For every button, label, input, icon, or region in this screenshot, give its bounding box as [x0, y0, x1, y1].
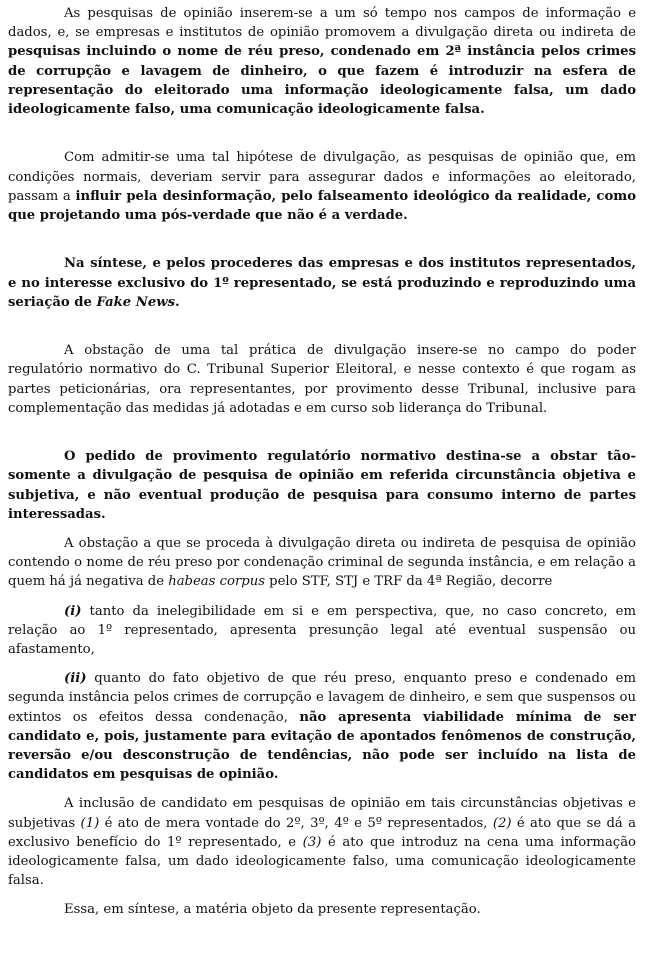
paragraph-4: A obstação de uma tal prática de divulgação insere-se no campo do poder regulatório normativo do C. Tribunal Superior Eleitoral, e nesse contexto é que rogam as partes peticionárias, ora representantes, por provimento desse Tribunal, inclusive para complementação das medidas já adotadas e em curso sob liderança do Tribunal.: [8, 343, 636, 416]
document-page: [8, 4, 636, 920]
paragraph-1-text: As pesquisas de opinião inserem-se a um só tempo nos campos de informação e dados, e, se empresas e institutos de opinião promovem a divulgação direta ou indireta de: [8, 6, 636, 41]
paragraph-6: A obstação a que se proceda à divulgação direta ou indireta de pesquisa de opinião contendo o nome de réu preso por condenação criminal de segunda instância, e em relação a quem há já negativa de habeas corpus pelo STF, STJ e TRF da 4ª Região, decorre: [8, 536, 636, 590]
paragraph-item-i: (i) tanto da inelegibilidade em si e em perspectiva, que, no caso concreto, em relação ao 1º representado, apresenta presunção legal até eventual suspensão ou afastamento,: [8, 603, 636, 658]
paragraph-2: [8, 148, 636, 225]
paragraph-item-ii: (ii) quanto do fato objetivo de que réu preso, enquanto preso e condenado em segunda instância pelos crimes de corrupção e lavagem de dinheiro, e sem que suspensos ou extintos os efeitos dessa condenação, não apresenta viabilidade mínima de ser candidato e, pois, justamente para evitação de apontados fenômenos de construção, reversão e/ou desconstrução de tendências, não pode ser incluído na lista de candidatos em pesquisas de opinião.: [8, 671, 636, 783]
paragraph-1-bold: pesquisas incluindo o nome de réu preso, condenado em 2ª instância pelos crimes de corrupção e lavagem de dinheiro, o que fazem é introduzir na esfera de representação do eleitorado uma informação ideologicamente falsa, um dado ideologicamente falso, uma comunicação ideologicamente falsa.: [8, 44, 636, 118]
marker-3: (3): [302, 834, 322, 850]
paragraph-1: [8, 4, 636, 119]
marker-2: (2): [492, 815, 512, 831]
paragraph-2-text: Com admitir-se uma tal hipótese de divulgação, as pesquisas de opinião que, em condições normais, deveriam servir para assegurar dados e informações ao eleitorado, passam a: [8, 150, 636, 204]
paragraph-item-ii-bold: não apresenta viabilidade mínima de ser candidato e, pois, justamente para evitação de apontados fenômenos de construção, reversão e/ou desconstrução de tendências, não pode ser incluído na lista de candidatos em pesquisas de opinião.: [8, 709, 636, 783]
item-marker-i: (i): [64, 603, 82, 619]
paragraph-10: Essa, em síntese, a matéria objeto da presente representação.: [64, 902, 481, 918]
marker-1: (1): [80, 815, 100, 831]
paragraph-5-bold: O pedido de provimento regulatório normativo destina-se a obstar tão-somente a divulgação de pesquisa de opinião em referida circunstância objetiva e subjetiva, e não eventual produção de pesquisa para consumo interno de partes interessadas.: [8, 449, 636, 522]
paragraph-9: A inclusão de candidato em pesquisas de opinião em tais circunstâncias objetivas e subjetivas (1) é ato de mera vontade do 2º, 3º, 4º e 5º representados, (2) é ato que se dá a exclusivo benefício do 1º representado, e (3) é ato que introduz na cena uma informação ideologicamente falsa, um dado ideologicamente falso, uma comunicação ideologicamente falsa.: [8, 796, 636, 889]
habeas-corpus-term: habeas corpus: [168, 574, 265, 590]
paragraph-3-bold: Na síntese, e pelos procederes das empresas e dos institutos representados, e no interesse exclusivo do 1º representado, se está produzindo e reproduzindo uma seriação de Fake News.: [8, 256, 636, 310]
item-marker-ii: (ii): [64, 671, 87, 687]
paragraph-3: [8, 254, 636, 312]
paragraph-2-bold: influir pela desinformação, pelo falseamento ideológico da realidade, como que projetando uma pós-verdade que não é a verdade.: [8, 188, 637, 224]
paragraph-5: [8, 447, 636, 524]
fake-news-term: Fake News: [96, 294, 176, 310]
